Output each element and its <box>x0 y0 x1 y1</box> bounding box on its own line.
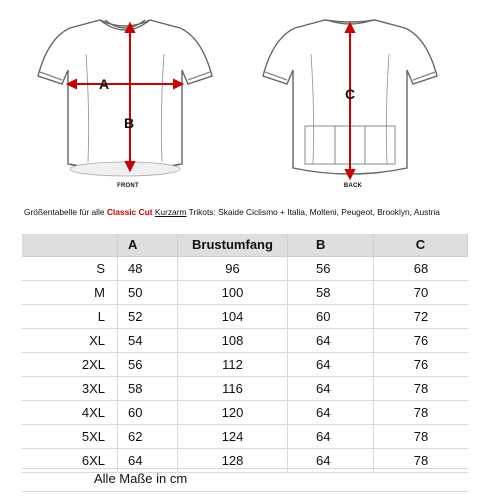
back-caption: BACK <box>343 183 363 189</box>
table-row <box>22 305 468 329</box>
front-jersey-illustration <box>30 14 220 194</box>
cell-size: L <box>22 305 118 328</box>
cell-c: 72 <box>413 309 429 324</box>
cell-brustumfang: 104 <box>178 305 288 328</box>
cell-c: 78 <box>413 381 429 396</box>
cell-b: 58 <box>288 281 374 304</box>
cell-brustumfang: 120 <box>178 401 288 424</box>
cell-size: 5XL <box>22 425 118 448</box>
cell-a: 52 <box>118 305 178 328</box>
cell-c: 76 <box>413 357 429 372</box>
cell-size: XL <box>22 329 118 352</box>
cell-a: 50 <box>118 281 178 304</box>
cell-c: 78 <box>413 405 429 420</box>
table-header-row <box>22 234 468 257</box>
table-body <box>22 257 468 473</box>
table-row <box>22 377 468 401</box>
cell-size: S <box>22 257 118 280</box>
cell-size: 6XL <box>22 449 118 472</box>
cell-a: 64 <box>118 449 178 472</box>
cell-size: 2XL <box>22 353 118 376</box>
table-row <box>22 257 468 281</box>
size-table <box>22 234 468 473</box>
cell-a: 54 <box>118 329 178 352</box>
title-highlight: Classic Cut <box>106 207 153 217</box>
header-cell-size <box>22 234 118 256</box>
front-caption: FRONT <box>117 183 139 189</box>
cell-brustumfang: 100 <box>178 281 288 304</box>
cell-c: 78 <box>413 429 429 444</box>
cell-a: 56 <box>118 353 178 376</box>
cell-size: 4XL <box>22 401 118 424</box>
cell-b: 56 <box>288 257 374 280</box>
cell-c: 76 <box>413 333 429 348</box>
cell-brustumfang: 116 <box>178 377 288 400</box>
cell-brustumfang: 112 <box>178 353 288 376</box>
cell-brustumfang: 124 <box>178 425 288 448</box>
header-cell-a: A <box>118 234 178 256</box>
cell-a: 48 <box>118 257 178 280</box>
cell-b: 64 <box>288 353 374 376</box>
cell-b: 64 <box>288 425 374 448</box>
back-jersey-illustration <box>255 14 445 194</box>
cell-b: 60 <box>288 305 374 328</box>
size-chart-title <box>24 207 464 217</box>
cell-a: 58 <box>118 377 178 400</box>
measure-b-label: B <box>124 115 135 131</box>
header-cell-brustumfang: Brustumfang <box>178 234 288 256</box>
cell-size: M <box>22 281 118 304</box>
cell-b: 64 <box>288 401 374 424</box>
cell-size: 3XL <box>22 377 118 400</box>
cell-a: 62 <box>118 425 178 448</box>
cell-c: 78 <box>413 453 429 468</box>
cell-b: 64 <box>288 377 374 400</box>
footnote: Alle Maße in cm <box>94 471 188 486</box>
cell-c: 68 <box>413 261 429 276</box>
measure-a-label: A <box>99 76 110 92</box>
title-prefix: Größentabelle für alle <box>24 207 107 217</box>
table-row <box>22 353 468 377</box>
table-row <box>22 281 468 305</box>
cell-a: 60 <box>118 401 178 424</box>
cell-brustumfang: 128 <box>178 449 288 472</box>
table-row <box>22 329 468 353</box>
cell-brustumfang: 108 <box>178 329 288 352</box>
cell-brustumfang: 96 <box>178 257 288 280</box>
table-empty-row <box>22 446 468 469</box>
title-underlined: Kurzarm <box>154 207 187 217</box>
header-cell-c: C <box>374 234 468 256</box>
cell-b: 64 <box>288 449 374 472</box>
cell-c: 70 <box>413 285 429 300</box>
table-row <box>22 401 468 425</box>
header-cell-b: B <box>288 234 374 256</box>
title-suffix: Trikots: Skaide Ciclismo + Italia, Molteni, Peugeot, Brooklyn, Austria <box>186 207 440 217</box>
cell-b: 64 <box>288 329 374 352</box>
footnote-divider <box>22 491 468 492</box>
measure-c-label: C <box>345 86 356 102</box>
